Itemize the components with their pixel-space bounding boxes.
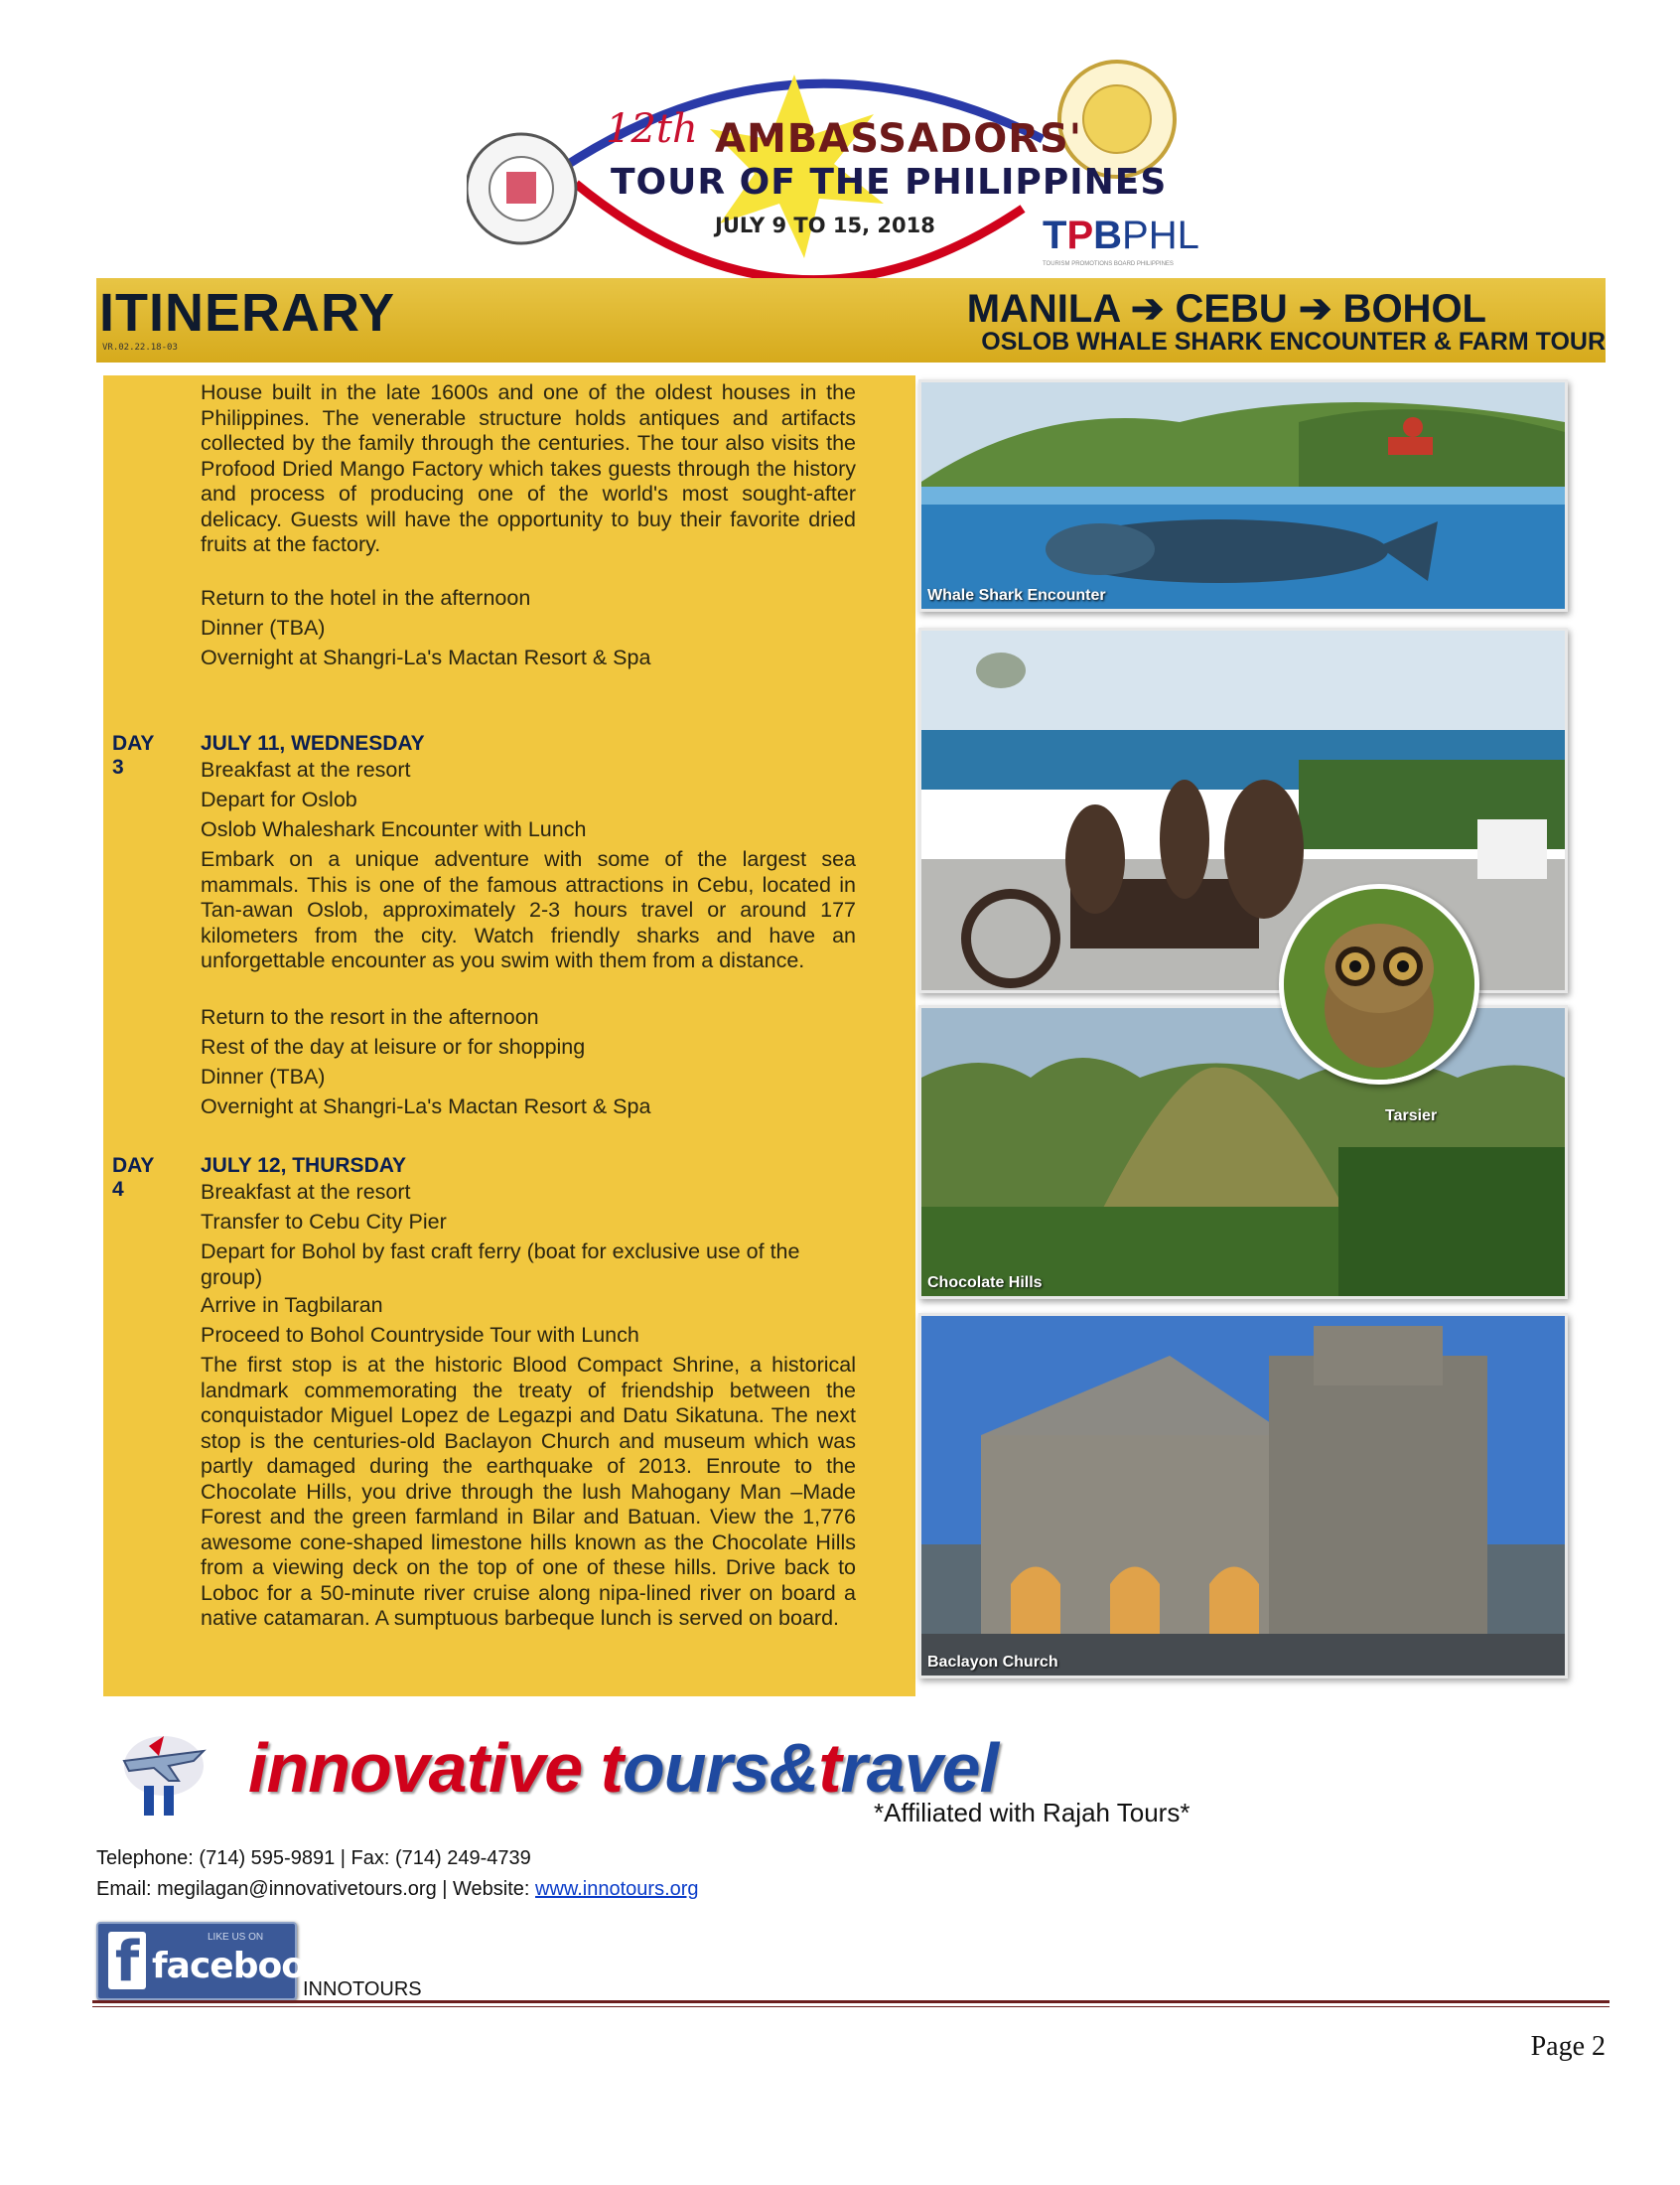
- day-label: DAY 3: [112, 732, 155, 779]
- brand-word-2: t: [600, 1729, 623, 1807]
- email-text: Email: megilagan@innovativetours.org | Website:: [96, 1878, 536, 1900]
- day3-description: Embark on a unique adventure with some of the largest sea mammals. This is one of the famous attractions in Cebu, located in Tan-awan Oslob, approximately 2-3 hours travel or around 177 kilometers from the city. Watch friendly sharks and have an unforgettable encounter as you swim with them from a distance.: [201, 847, 856, 972]
- tarsier-image: [1284, 889, 1474, 1080]
- ferry-item: Depart for Bohol by fast craft ferry (boat for exclusive use of the group): [201, 1239, 800, 1289]
- continuation-paragraph: House built in the late 1600s and one of the oldest houses in the Philippines. The venerable structure holds antiques and artifacts collected by the family through the centuries. The tour also visits the Profood Dried Mango Factory which takes guests through the history and process of producing one of the world's most sought-after delicacy. Guests will have the opportunity to buy their favorite dried fruits at the factory.: [201, 380, 856, 556]
- list-item: Return to the resort in the afternoon: [201, 1005, 539, 1029]
- day-date: JULY 12, THURSDAY: [201, 1154, 406, 1177]
- tarsier-photo: [1279, 884, 1479, 1085]
- version-code: VR.02.22.18-03: [102, 343, 178, 353]
- brand-logo: [248, 1728, 998, 1808]
- page-number: Page 2: [1530, 2031, 1606, 2062]
- event-title-line2: TOUR OF THE PHILIPPINES: [611, 162, 1168, 203]
- list-item: Transfer to Cebu City Pier: [201, 1210, 447, 1234]
- brand-word-3: ours&: [622, 1729, 819, 1807]
- telephone-line: Telephone: (714) 595-9891 | Fax: (714) 249-4739: [96, 1847, 531, 1869]
- day4-description: The first stop is at the historic Blood Compact Shrine, a historical landmark commemorating the treaty of friendship between the conquistador Miguel Lopez de Legazpi and Datu Sikatuna. The next stop is the centuries-old Baclayon Church and museum which was partly damaged during the earthquake of 2013. Enroute to the Chocolate Hills, you drive through the lush Mahogany Man –Made Forest and the green farmland in Bilar and Batuan. View the 1,776 awesome cone-shaped limestone hills known as the Chocolate Hills from a viewing deck on the top of one of these hills. Drive back to Loboc for a 50-minute river cruise along nipa-lined river on board a native catamaran. A sumptuous barbeque lunch is served on board.: [201, 1353, 856, 1630]
- footer-divider-thin: [92, 2006, 1610, 2007]
- list-item: Oslob Whaleshark Encounter with Lunch: [201, 817, 587, 841]
- chocolate-hills-photo: [918, 1005, 1568, 1299]
- list-item: Overnight at Shangri-La's Mactan Resort & Spa: [201, 646, 651, 669]
- tpb-subtitle: TOURISM PROMOTIONS BOARD PHILIPPINES: [1043, 261, 1174, 267]
- facebook-wordmark: facebook: [152, 1946, 328, 1986]
- brand-word-1: innovative: [248, 1729, 601, 1807]
- website-link[interactable]: www.innotours.org: [535, 1878, 699, 1900]
- brand-word-5: ravel: [840, 1729, 999, 1807]
- event-title-line1: AMBASSADORS': [715, 116, 1083, 162]
- route-subtitle: OSLOB WHALE SHARK ENCOUNTER & FARM TOUR: [981, 328, 1606, 356]
- list-item: Proceed to Bohol Countryside Tour with Lunch: [201, 1323, 639, 1347]
- baclayon-church-photo: [918, 1313, 1568, 1678]
- facebook-button[interactable]: [96, 1922, 328, 2000]
- email-website-line: [96, 1878, 699, 1901]
- tpb-logo: TPBPHL: [1043, 214, 1199, 257]
- footer-divider: [92, 2000, 1610, 2003]
- itinerary-banner: [96, 278, 1606, 363]
- event-dates: JULY 9 TO 15, 2018: [715, 214, 935, 237]
- day-date: JULY 11, WEDNESDAY: [201, 732, 425, 755]
- route-title: MANILA ➔ CEBU ➔ BOHOL: [966, 287, 1486, 331]
- list-item: Rest of the day at leisure or for shopping: [201, 1035, 586, 1059]
- whale-shark-image: [921, 382, 1565, 609]
- list-item: Dinner (TBA): [201, 1065, 326, 1089]
- list-item: Depart for Oslob: [201, 788, 357, 811]
- list-item: Overnight at Shangri-La's Mactan Resort & Spa: [201, 1094, 651, 1118]
- list-item: Breakfast at the resort: [201, 758, 411, 782]
- photo-caption: Tarsier: [1385, 1107, 1438, 1124]
- event-ordinal: 12th: [606, 106, 698, 152]
- list-item: Breakfast at the resort: [201, 1180, 411, 1204]
- photo-caption: Whale Shark Encounter: [927, 587, 1106, 604]
- affiliation-text: *Affiliated with Rajah Tours*: [874, 1798, 1190, 1827]
- day-label: DAY 4: [112, 1154, 155, 1201]
- facebook-icon: f: [108, 1932, 146, 1989]
- list-item: Return to the hotel in the afternoon: [201, 586, 531, 610]
- photo-caption: Chocolate Hills: [927, 1274, 1043, 1291]
- brand-word-4: t: [818, 1729, 841, 1807]
- facebook-like-text: LIKE US ON: [208, 1932, 264, 1943]
- baclayon-church-image: [921, 1316, 1565, 1675]
- photo-caption: Baclayon Church: [927, 1654, 1058, 1671]
- list-item: Dinner (TBA): [201, 616, 326, 640]
- event-logo: [467, 35, 1221, 283]
- blood-compact-image: [921, 631, 1565, 990]
- itinerary-title: ITINERARY: [99, 283, 396, 343]
- chocolate-hills-image: [921, 1008, 1565, 1296]
- list-item: Arrive in Tagbilaran: [201, 1293, 383, 1317]
- blood-compact-photo: [918, 628, 1568, 993]
- whale-shark-photo: [918, 379, 1568, 612]
- plane-logo-icon: [109, 1726, 213, 1821]
- facebook-page-name: INNOTOURS: [303, 1978, 422, 2000]
